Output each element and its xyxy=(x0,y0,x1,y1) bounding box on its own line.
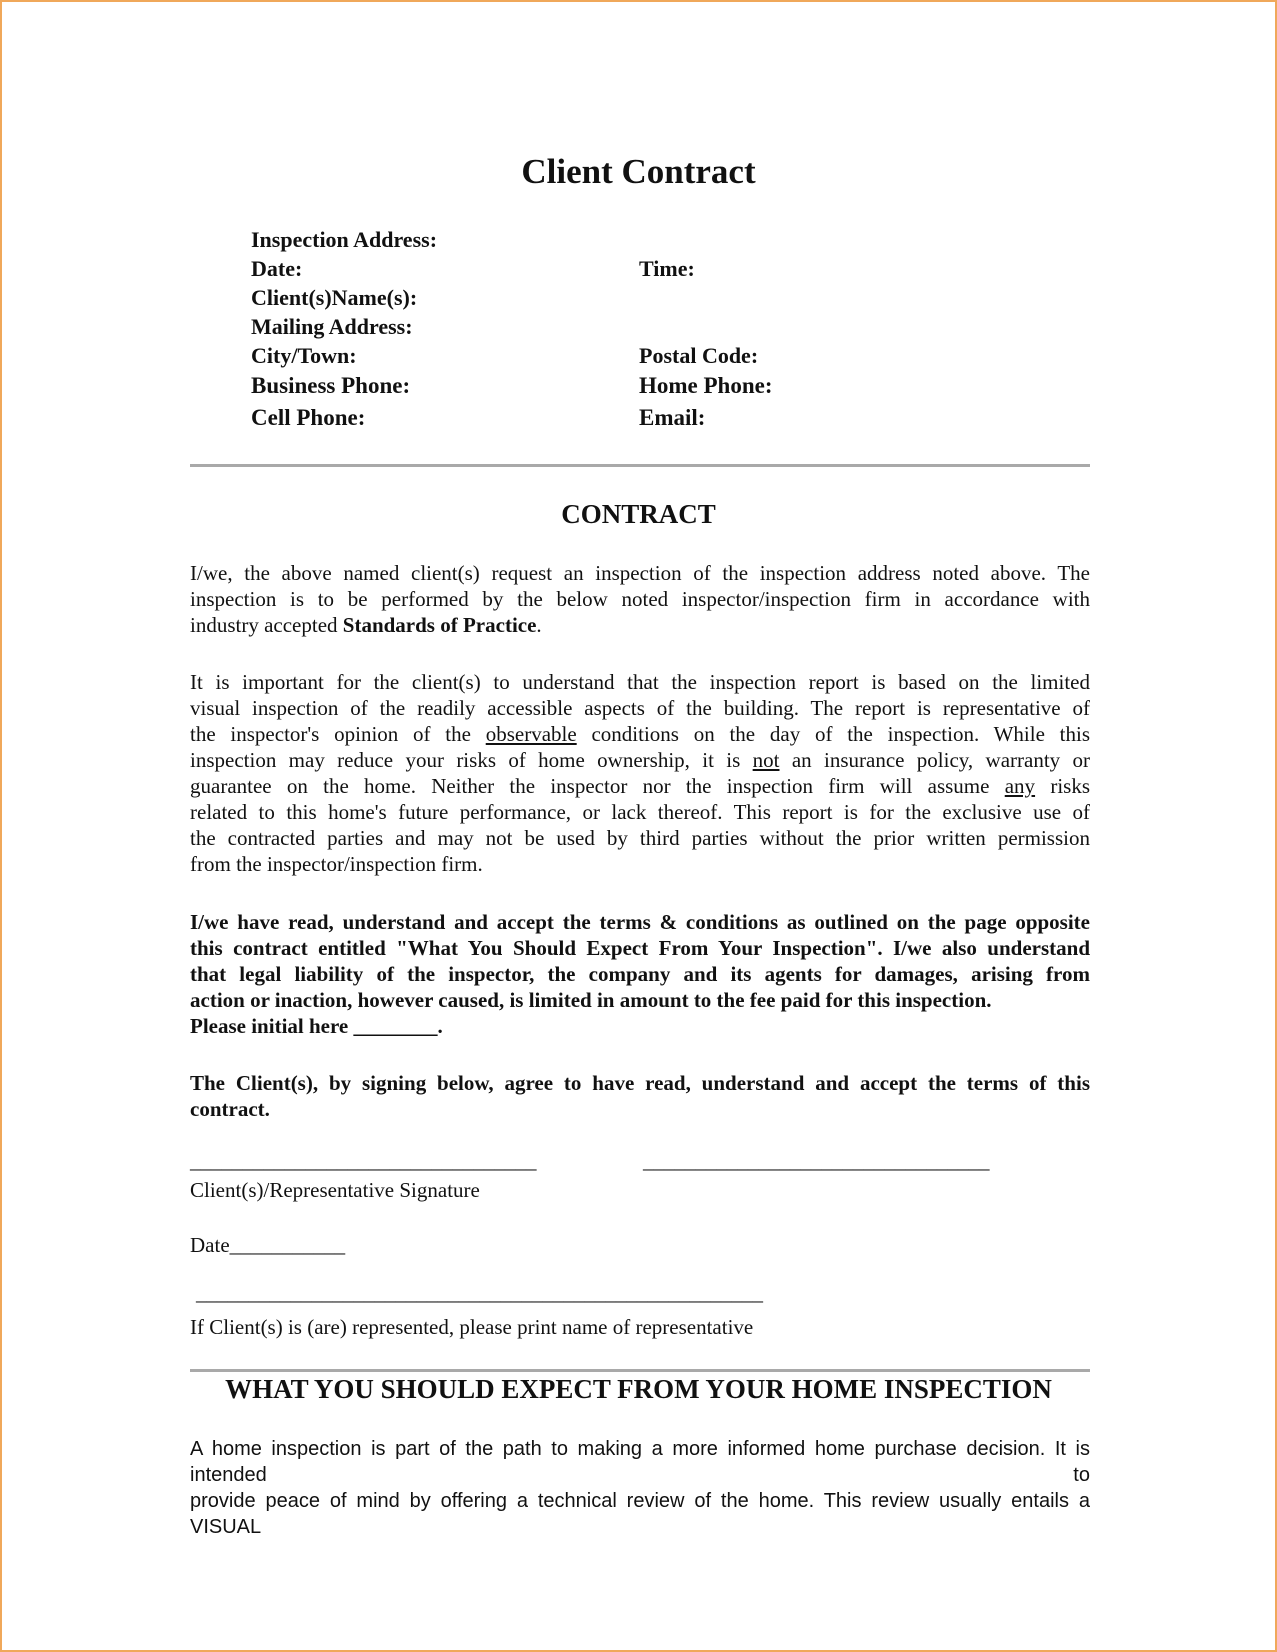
business-phone-label: Business Phone: xyxy=(251,373,411,398)
postal-code-label: Postal Code: xyxy=(639,343,759,368)
paragraph-line: inspection may reduce your risks of home ownership, it is not an insurance policy, warranty or xyxy=(190,748,1091,772)
representative-label: If Client(s) is (are) represented, please print name of representative xyxy=(190,1315,754,1339)
inspection-address-label: Inspection Address: xyxy=(251,227,438,252)
paragraph-line: industry accepted Standards of Practice. xyxy=(190,613,542,637)
paragraph-line: the inspector's opinion of the observable conditions on the day of the inspection. While this xyxy=(190,722,1090,746)
time-label: Time: xyxy=(639,256,695,281)
paragraph-line: I/we, the above named client(s) request an inspection of the inspection address noted above. The xyxy=(190,561,1090,585)
acceptance-paragraph xyxy=(190,909,1090,1039)
date-signature-field: Date___________ xyxy=(190,1233,346,1257)
client-signature-line: _________________________________ xyxy=(190,1149,537,1173)
limitations-paragraph xyxy=(190,669,1090,877)
paragraph-line: A home inspection is part of the path to making a more informed home purchase decision. It is intended to xyxy=(190,1438,1090,1486)
signature-label: Client(s)/Representative Signature xyxy=(190,1178,480,1202)
paragraph-line: I/we have read, understand and accept the terms & conditions as outlined on the page opposite xyxy=(190,910,1090,934)
initial-here-line: Please initial here ________. xyxy=(190,1014,443,1038)
intro-paragraph xyxy=(190,560,1090,638)
paragraph-line: contract. xyxy=(190,1097,270,1121)
paragraph-line: provide peace of mind by offering a technical review of the home. This review usually entails a VISUAL xyxy=(190,1490,1090,1538)
paragraph-line: that legal liability of the inspector, the company and its agents for damages, arising from xyxy=(190,962,1090,986)
paragraph-line: visual inspection of the readily accessible aspects of the building. The report is representative of xyxy=(190,696,1090,720)
paragraph-line: The Client(s), by signing below, agree to have read, understand and accept the terms of this xyxy=(190,1071,1090,1095)
standards-of-practice-text: Standards of Practice xyxy=(342,613,537,637)
date-label: Date: xyxy=(251,256,303,281)
mailing-address-label: Mailing Address: xyxy=(251,314,413,339)
divider xyxy=(190,464,1090,467)
cell-phone-label: Cell Phone: xyxy=(251,405,366,430)
contract-heading: CONTRACT xyxy=(561,499,716,529)
home-phone-label: Home Phone: xyxy=(639,373,773,398)
paragraph-line: this contract entitled "What You Should Expect From Your Inspection". I/we also understand xyxy=(190,936,1090,960)
client-names-label: Client(s)Name(s): xyxy=(251,285,418,310)
paragraph-line: action or inaction, however caused, is limited in amount to the fee paid for this inspection. xyxy=(190,988,992,1012)
page-title: Client Contract xyxy=(521,152,756,191)
paragraph-line: It is important for the client(s) to understand that the inspection report is based on the limited xyxy=(190,670,1090,694)
signing-paragraph xyxy=(190,1070,1090,1122)
paragraph-line: from the inspector/inspection firm. xyxy=(190,852,483,876)
email-label: Email: xyxy=(639,405,706,430)
paragraph-line: the contracted parties and may not be used by third parties without the prior written permission xyxy=(190,826,1090,850)
expect-paragraph xyxy=(190,1436,1090,1540)
second-signature-line: _________________________________ xyxy=(643,1149,990,1173)
expect-heading: WHAT YOU SHOULD EXPECT FROM YOUR HOME INSPECTION xyxy=(225,1374,1052,1404)
divider xyxy=(190,1369,1090,1372)
paragraph-line: guarantee on the home. Neither the inspector nor the inspection firm will assume any risks xyxy=(190,774,1090,798)
paragraph-line: related to this home's future performance, or lack thereof. This report is for the exclusive use of xyxy=(190,800,1090,824)
paragraph-line: inspection is to be performed by the below noted inspector/inspection firm in accordance with xyxy=(190,587,1090,611)
city-town-label: City/Town: xyxy=(251,343,357,368)
representative-name-line: ______________________________________________________ xyxy=(196,1281,763,1305)
